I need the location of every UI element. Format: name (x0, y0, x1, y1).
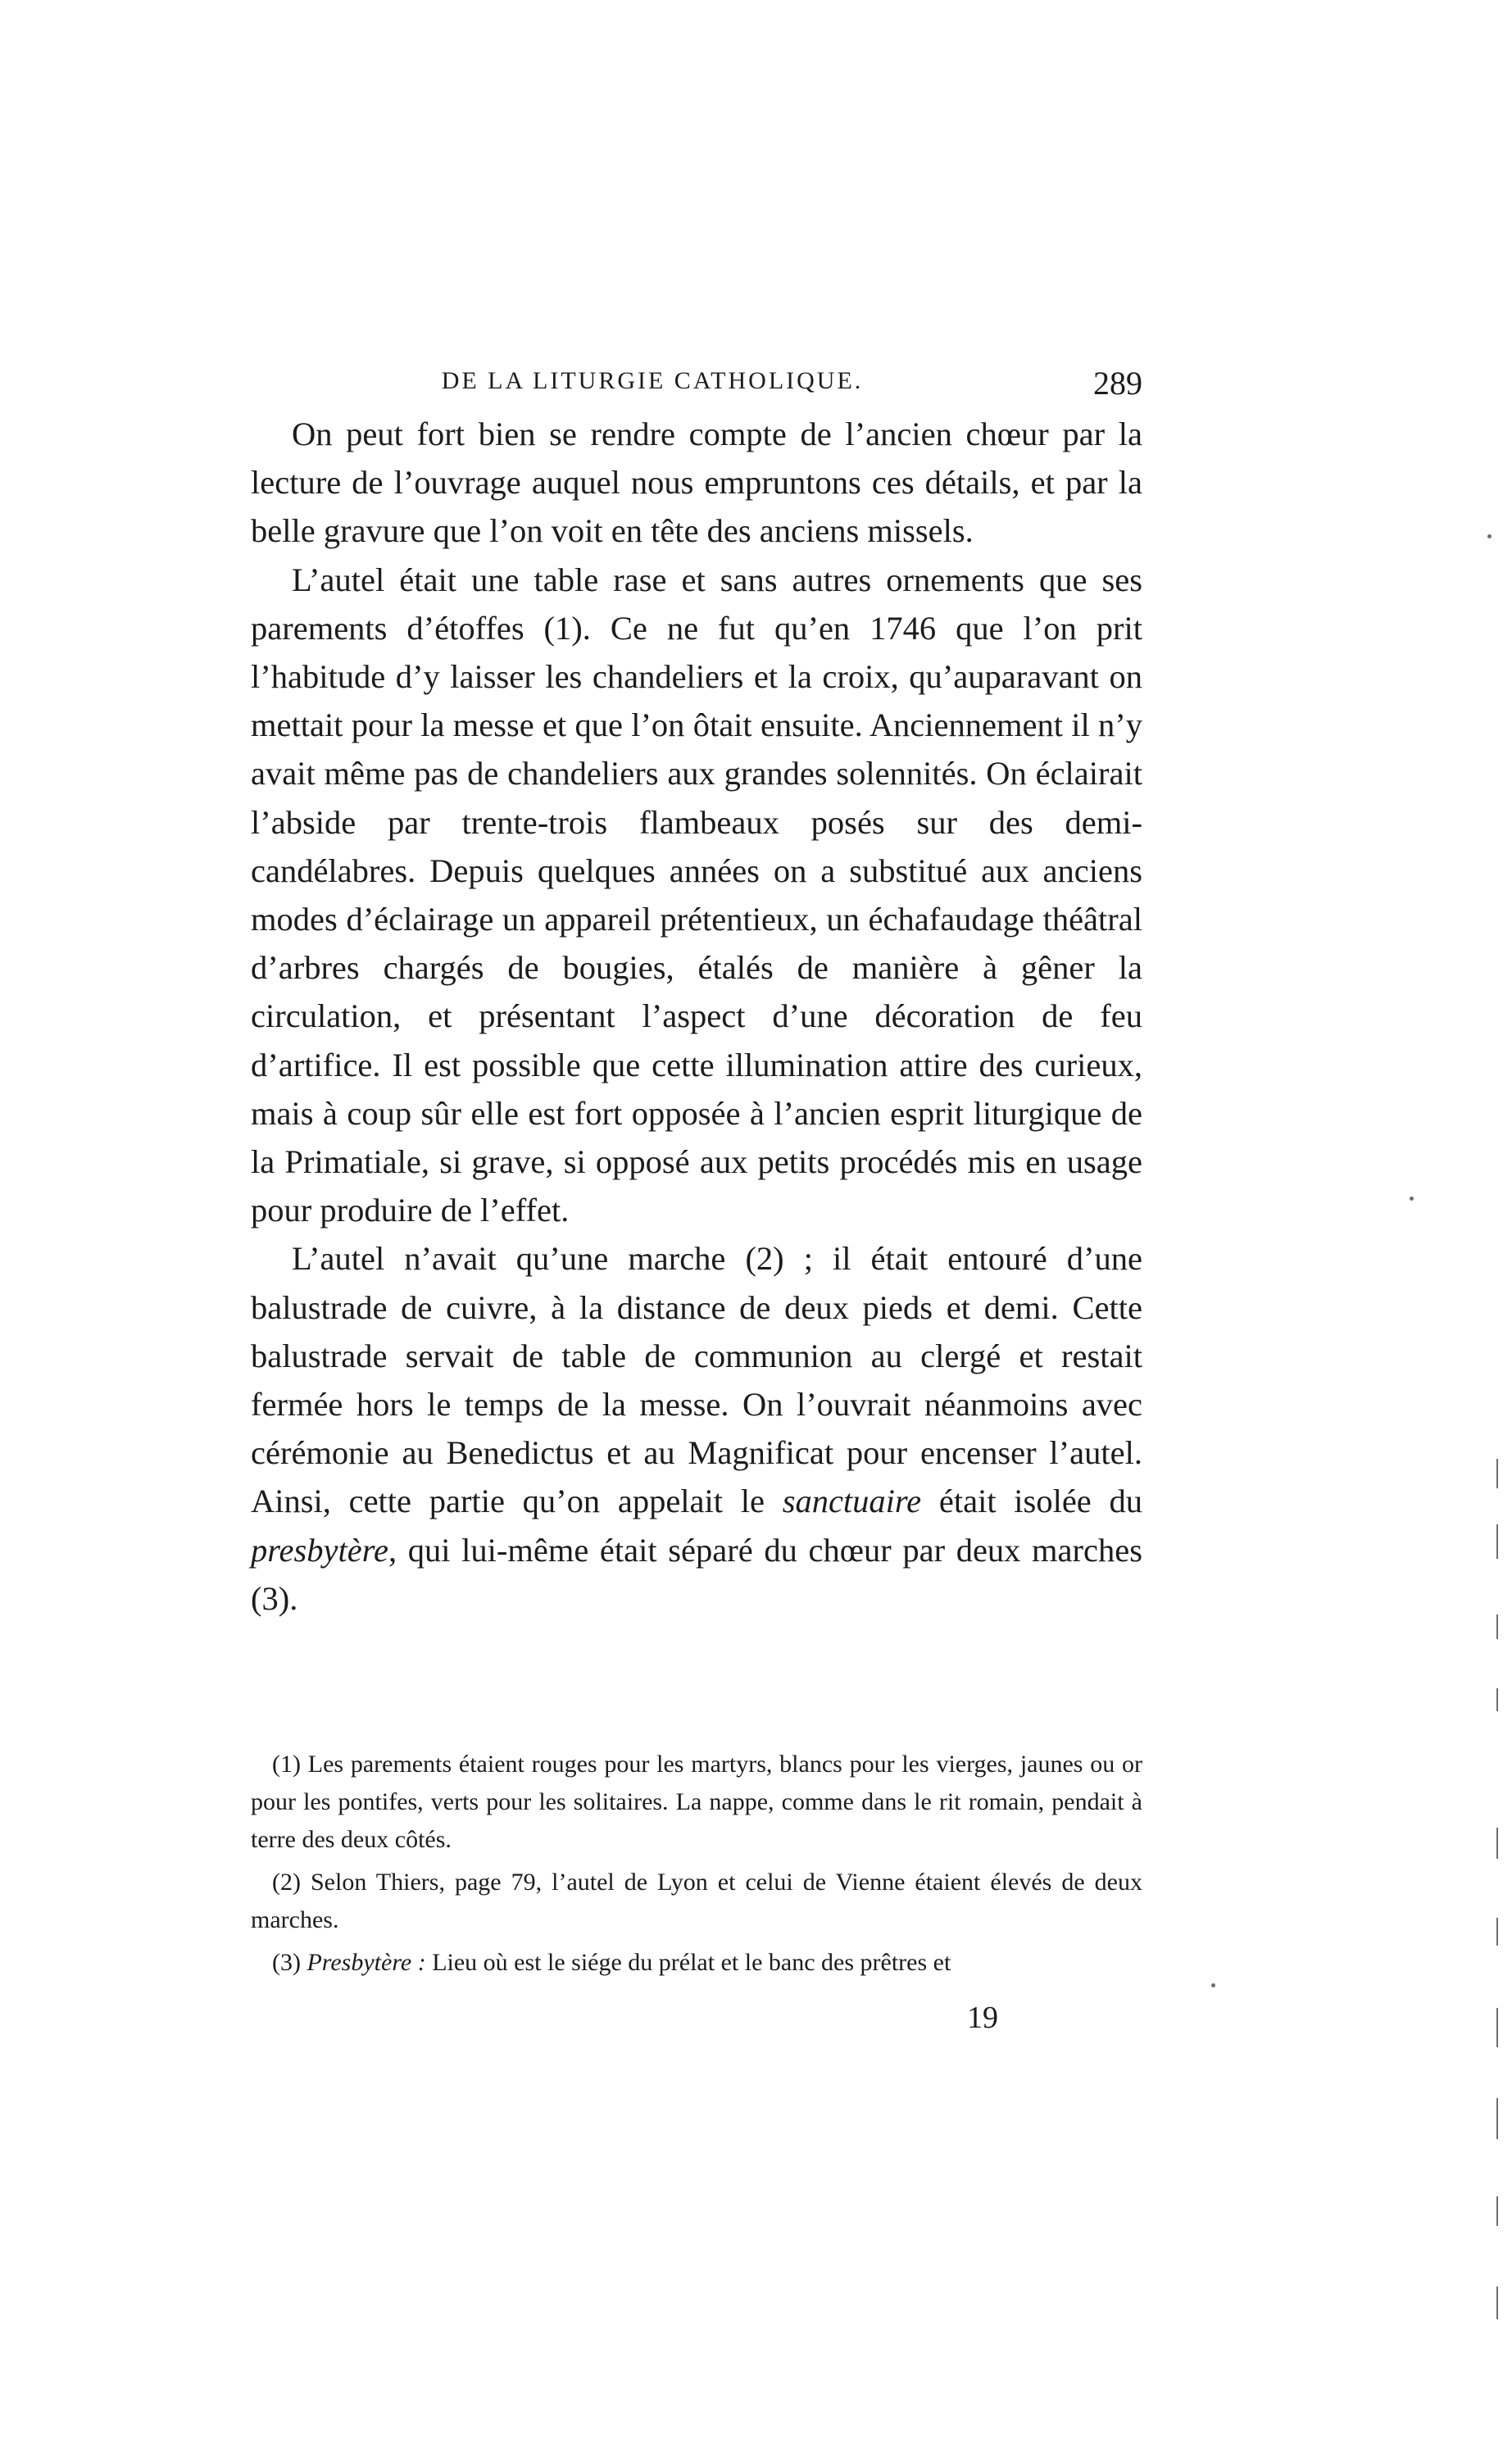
scan-speck (1211, 1983, 1215, 1987)
paragraph (251, 1234, 1142, 1623)
running-head (251, 367, 1142, 403)
paragraph-text: était isolée du (921, 1483, 1142, 1520)
footnote (251, 1746, 1142, 1859)
footnote-text: (1) Les parements étaient rouges pour les martyrs, blancs pour les vierges, jaunes ou or pour les pontifes, verts pour les solitaires. La nappe, comme dans le rit romain, pendait à terre des deux côtés. (251, 1751, 1142, 1853)
paragraph-text: , qui lui-même était séparé du chœur par deux marches (3). (251, 1531, 1142, 1617)
paragraph-text: L’autel n’avait qu’une marche (2) ; il était entouré d’une balustrade de cuivre, à la distance de deux pieds et demi. Cette balustrade servait de table de communion au clergé et restait fermée hors le temps de la messe. On l’ouvrait néanmoins avec cérémonie au Benedictus et au Magnificat pour encenser l’autel. Ainsi, cette partie qu’on appelait le (251, 1240, 1142, 1520)
running-title: DE LA LITURGIE CATHOLIQUE. (441, 367, 864, 394)
italic-term-sanctuaire: sanctuaire (782, 1483, 922, 1520)
italic-term-presbytere: presbytère (251, 1531, 388, 1569)
scan-speck (1410, 1197, 1414, 1201)
margin-scan-mark (1496, 1459, 1498, 1488)
margin-scan-mark (1496, 1828, 1498, 1859)
signature-mark: 19 (967, 2001, 998, 2035)
footnote-text: (2) Selon Thiers, page 79, l’autel de Lyon et celui de Vienne étaient élevés de deux marches. (251, 1869, 1142, 1933)
margin-scan-mark (1496, 2287, 1498, 2319)
paragraph-text: L’autel était une table rase et sans autres ornements que ses parements d’étoffes (1). Ce ne fut qu’en 1746 que l’on prit l’habitude d’y laisser les chandeliers et la croix, qu’auparavant on mettait pour la messe et que l’on ôtait ensuite. Anciennement il n’y avait même pas de chandeliers aux grandes solennités. On éclairait l’abside par trente-trois flambeaux posés sur des demi-candélabres. Depuis quelques années on a substitué aux anciens modes d’éclairage un appareil prétentieux, un échafaudage théâtral d’arbres chargés de bougies, étalés de manière à gêner la circulation, et présentant l’aspect d’une décoration de feu d’artifice. Il est possible que cette illumination attire des curieux, mais à coup sûr elle est fort opposée à l’ancien esprit liturgique de la Primatiale, si grave, si opposé aux petits procédés mis en usage pour produire de l’effet. (251, 561, 1142, 1229)
margin-scan-mark (1496, 2098, 1498, 2139)
margin-scan-mark (1496, 2008, 1498, 2047)
footnote (251, 1944, 1142, 1982)
margin-scan-mark (1496, 1688, 1498, 1711)
paragraph-text: On peut fort bien se rendre compte de l’ancien chœur par la lecture de l’ouvrage auquel nous empruntons ces détails, et par la belle gravure que l’on voit en tête des anciens missels. (251, 416, 1142, 550)
margin-scan-mark (1496, 1918, 1498, 1946)
page-number: 289 (1093, 365, 1142, 402)
scan-speck (1487, 534, 1492, 538)
footnote-text: (3) (272, 1949, 307, 1976)
footnote (251, 1864, 1142, 1939)
footnote-italic-term: Presbytère : (306, 1949, 426, 1976)
margin-scan-mark (1496, 2196, 1498, 2226)
body-text (251, 410, 1142, 1623)
paragraph (251, 556, 1142, 1235)
footnote-text: Lieu où est le siége du prélat et le banc des prêtres et (425, 1949, 951, 1976)
margin-scan-mark (1496, 1615, 1498, 1639)
margin-scan-mark (1496, 1524, 1498, 1559)
footnotes (251, 1746, 1142, 1987)
paragraph (251, 410, 1142, 556)
